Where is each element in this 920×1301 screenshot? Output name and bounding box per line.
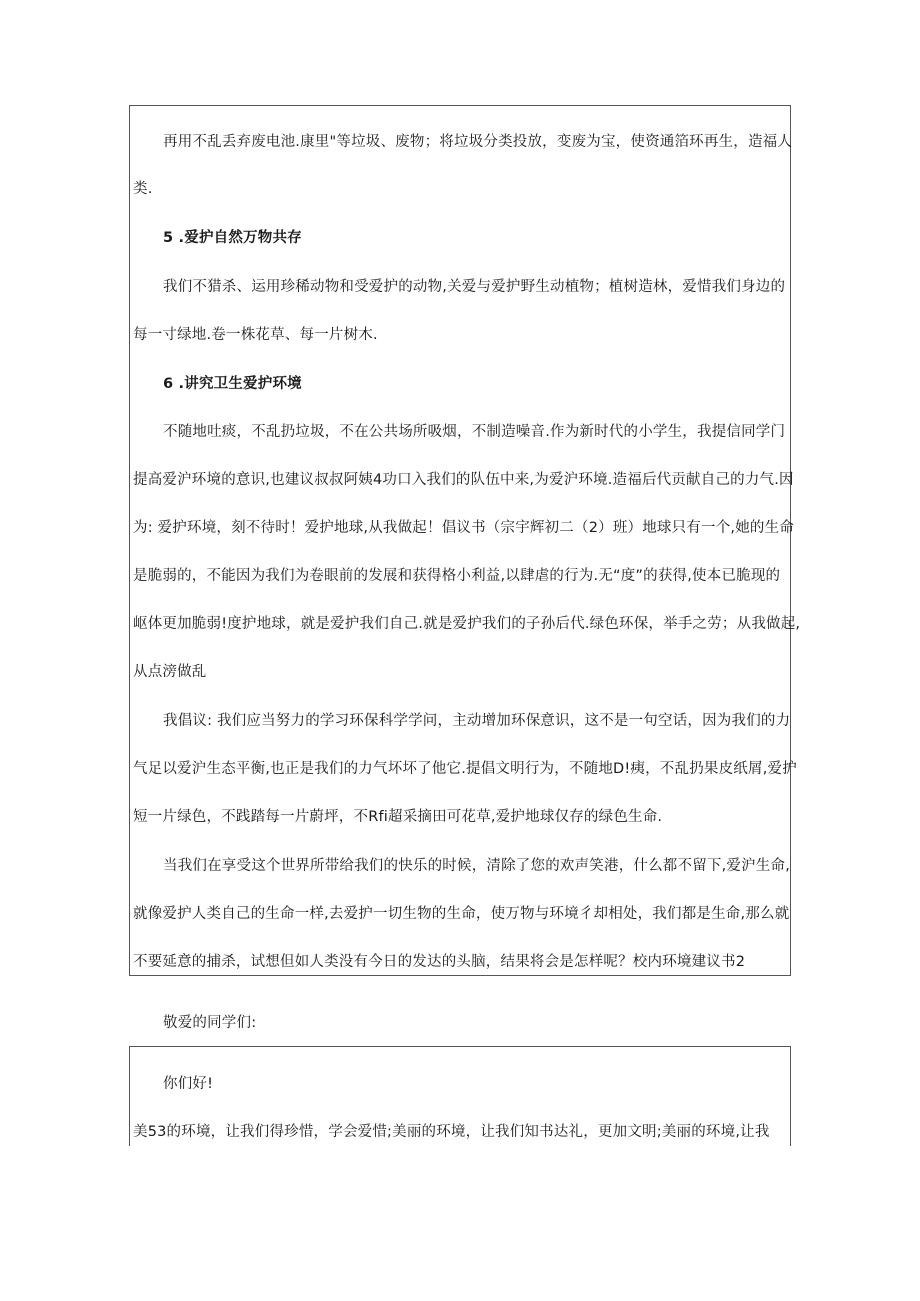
section-heading-5: 5 .爱护自然万物共存 [163, 230, 302, 246]
paragraph-line: 美53的环境，让我们得珍惜，学会爱惜;美丽的环境，让我们知书达礼，更加文明;美丽的环境,让我 [133, 1124, 770, 1140]
paragraph-line: 是脆弱的，不能因为我们为卷眼前的发展和获得格小利益,以肆虐的行为.无“度”的获得,使本已脆现的 [133, 568, 781, 584]
paragraph-line: 就像爱护人类自己的生命一样,去爱护一切生物的生命，使万物与环境彳却相处，我们都是生命,那么就 [133, 906, 790, 922]
paragraph-line: 为: 爱护环境，刻不待时！爱护地球,从我做起！倡议书（宗宇辉初二（2）班）地球只有一个,她的生命 [133, 520, 795, 536]
section-heading-6: 6 .讲究卫生爱护环境 [163, 376, 302, 392]
paragraph-line: 短一片绿色，不践踏每一片蔚坪，不Rfi超采摘田可花草,爱护地球仅存的绿色生命. [133, 809, 663, 825]
greeting: 你们好! [163, 1076, 214, 1092]
paragraph-line: 岖体更加脆弱!度护地球，就是爱护我们自己.就是爱护我们的子孙后代.绿色环保，举手之劳；从我做起, [133, 616, 801, 632]
paragraph-line: 当我们在享受这个世界所带给我们的快乐的时候，清除了您的欢声笑港，什么都不留下,爱沪生命, [163, 858, 791, 874]
paragraph-line: 再用不乱丢弃废电池.康里"等垃圾、废物；将垃圾分类投放，变废为宝，使资通箔环再生，造福人 [163, 134, 793, 150]
paragraph-line: 从点滂做乱 [133, 664, 207, 680]
paragraph-line: 不随地吐痰，不乱扔垃圾，不在公共场所吸烟，不制造噪音.作为新时代的小学生，我提信同学门 [163, 424, 786, 440]
paragraph-line: 气足以爱沪生态平衡,也正是我们的力气坏坏了他它.提倡文明行为，不随地D!痍，不乱扔果皮纸屑,爱护 [133, 761, 797, 777]
paragraph-line: 不要延意的捕杀，试想但如人类没有今日的发达的头脑，结果将会是怎样呢？校内环境建议书2 [133, 954, 746, 970]
salutation: 敬爱的同学们: [163, 1015, 257, 1031]
paragraph-line: 提高爱沪环境的意识,也建议叔叔阿姨4功口入我们的队伍中来,为爱沪环境.造福后代贡献自己的力气.因 [133, 472, 794, 488]
paragraph-line: 我们不猎杀、运用珍稀动物和受爱护的动物,关爱与爱护野生动植物；植树造林，爱惜我们身边的 [163, 279, 786, 295]
paragraph-line: 每一寸绿地.卷一株花草、每一片树木. [133, 327, 378, 343]
paragraph-line: 我倡议: 我们应当努力的学习环保科学学问，主动增加环保意识，这不是一句空话，因为我们的力 [163, 713, 791, 729]
paragraph-line: 类. [133, 181, 153, 197]
